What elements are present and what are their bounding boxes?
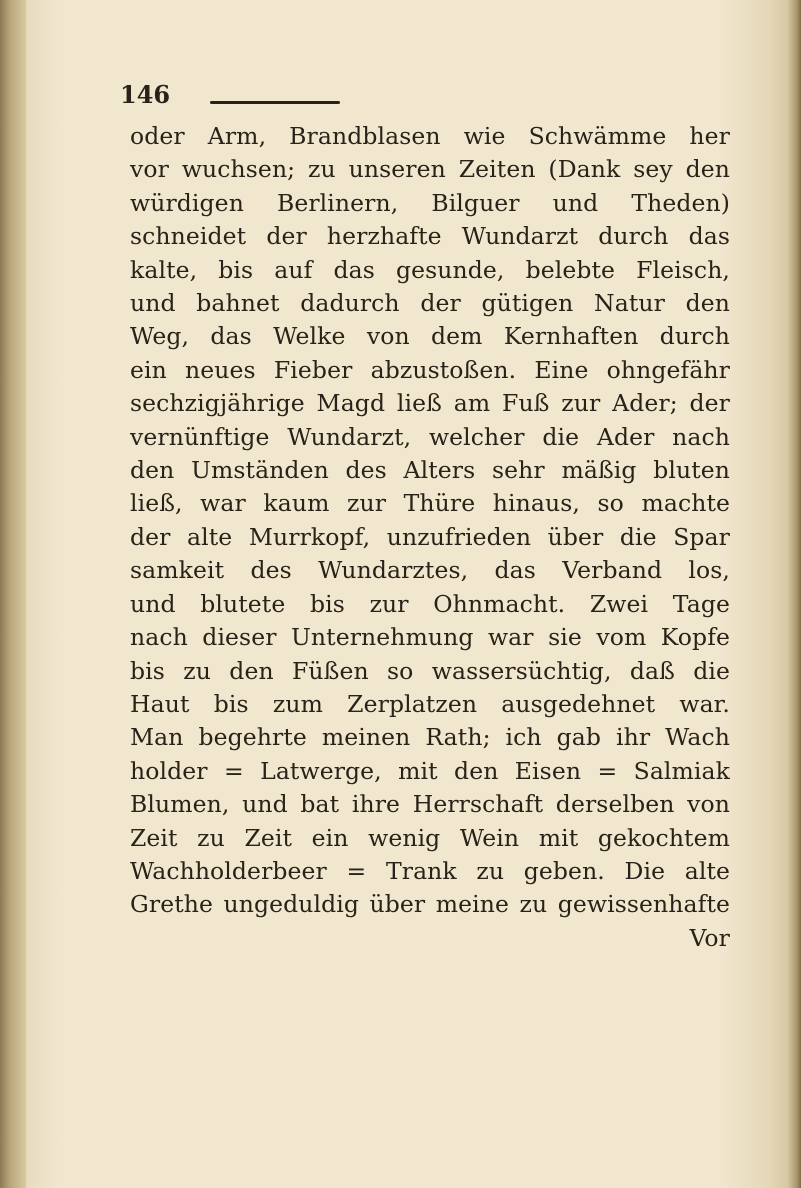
text-line: Blumen, und bat ihre Herrschaft derselben von: [130, 790, 730, 819]
text-line: samkeit des Wundarztes, das Verband los,: [130, 556, 730, 585]
book-binding: [0, 0, 26, 1188]
text-line: Zeit zu Zeit ein wenig Wein mit gekochtem: [130, 823, 730, 852]
catchword: Vor: [689, 923, 730, 952]
text-line: Wachholderbeer = Trank zu geben. Die alte: [130, 856, 730, 885]
text-line: den Umständen des Alters sehr mäßig bluten: [130, 456, 730, 485]
text-line: würdigen Berlinern, Bilguer und Theden): [130, 188, 730, 217]
text-line: Man begehrte meinen Rath; ich gab ihr Wach: [130, 723, 730, 752]
text-line: nach dieser Unternehmung war sie vom Kopfe: [130, 623, 730, 652]
text-line: Weg, das Welke von dem Kernhaften durch: [130, 322, 730, 351]
page-edge: [787, 0, 801, 1188]
header-rule: [210, 101, 340, 104]
text-line: oder Arm, Brandblasen wie Schwämme her: [130, 122, 730, 150]
text-line: ein neues Fieber abzustoßen. Eine ohngefähr: [130, 355, 730, 384]
text-line: der alte Murrkopf, unzufrieden über die Spar: [130, 522, 730, 551]
text-line: vor wuchsen; zu unseren Zeiten (Dank sey den: [130, 155, 730, 184]
text-line: holder = Latwerge, mit den Eisen = Salmiak: [130, 756, 730, 785]
text-line: Grethe ungeduldig über meine zu gewissenhafte: [130, 890, 730, 919]
text-line: und blutete bis zur Ohnmacht. Zwei Tage: [130, 589, 730, 618]
text-line: kalte, bis auf das gesunde, belebte Fleisch,: [130, 255, 730, 284]
text-line: schneidet der herzhafte Wundarzt durch das: [130, 222, 730, 251]
text-line: sechzigjährige Magd ließ am Fuß zur Ader; der: [130, 389, 730, 418]
body-text: [130, 120, 730, 955]
text-line: und bahnet dadurch der gütigen Natur den: [130, 289, 730, 318]
text-line: Haut bis zum Zerplatzen ausgedehnet war.: [130, 689, 730, 718]
page-header: [120, 80, 540, 120]
text-line: ließ, war kaum zur Thüre hinaus, so machte: [130, 489, 730, 518]
text-line: vernünftige Wundarzt, welcher die Ader nach: [130, 422, 730, 451]
page-number: 146: [120, 80, 171, 109]
text-line: bis zu den Füßen so wassersüchtig, daß die: [130, 656, 730, 685]
